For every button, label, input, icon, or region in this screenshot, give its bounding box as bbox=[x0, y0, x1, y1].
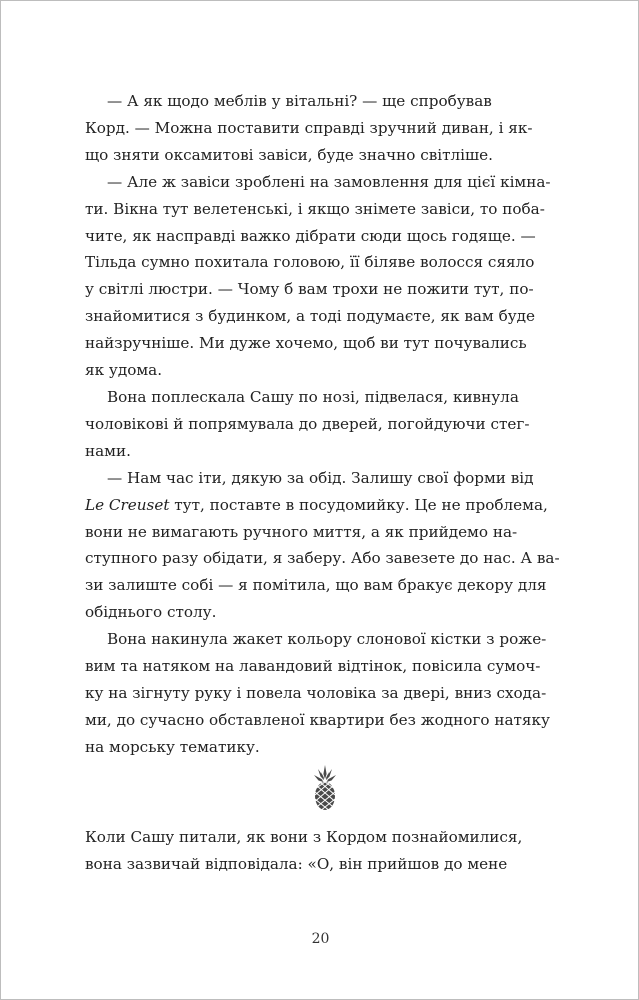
text-line: чоловікові й попрямувала до дверей, погойдуючи стег- bbox=[85, 414, 530, 433]
text-line: Коли Сашу питали, як вони з Кордом познайомилися, bbox=[85, 828, 523, 846]
text-line: ступного разу обідати, я заберу. Або завезете до нас. А ва- bbox=[85, 549, 560, 568]
text-line: у світлі люстри. — Чому б вам трохи не пожити тут, по- bbox=[85, 280, 534, 299]
text-line: ти. Вікна тут велетенські, і якщо знімете завіси, то поба- bbox=[85, 199, 545, 218]
text-line: на морську тематику. bbox=[85, 737, 260, 756]
paragraph bbox=[85, 169, 567, 384]
text-line: обіднього столу. bbox=[85, 603, 217, 622]
text-line: чите, як насправді важко дібрати сюди щось годяще. — bbox=[85, 226, 536, 245]
text-line: Корд. — Можна поставити справді зручний диван, і як- bbox=[85, 118, 533, 137]
text-line: ми, до сучасно обставленої квартири без жодного натяку bbox=[85, 710, 550, 729]
text-fragment: тут, поставте в посудомийку. Це не проблема, bbox=[169, 495, 548, 514]
text-line: знайомитися з будинком, а тоді подумаєте, як вам буде bbox=[85, 307, 535, 326]
text-line: вим та натяком на лавандовий відтінок, повісила сумоч- bbox=[85, 657, 541, 676]
page-number: 20 bbox=[311, 931, 330, 947]
text-line: Вона поплескала Сашу по нозі, підвелася, кивнула bbox=[107, 387, 519, 406]
body-text bbox=[85, 88, 567, 761]
text-line: Тільда сумно похитала головою, її біляве волосся сяяло bbox=[85, 253, 535, 272]
paragraph bbox=[85, 465, 567, 626]
text-line: що зняти оксамитові завіси, буде значно світліше. bbox=[85, 145, 493, 164]
text-line: нами. bbox=[85, 441, 131, 460]
paragraph bbox=[85, 824, 567, 878]
text-line: Вона накинула жакет кольору слонової кістки з роже- bbox=[107, 630, 547, 649]
text-line: найзручніше. Ми дуже хочемо, щоб ви тут почувались bbox=[85, 334, 527, 353]
text-line: вона зазвичай відповідала: «О, він прийшов до мене bbox=[85, 854, 508, 873]
brand-name: Le Creuset bbox=[85, 495, 170, 514]
text-line: — А як щодо меблів у вітальні? — ще спробував bbox=[107, 92, 492, 110]
paragraph bbox=[85, 626, 567, 761]
paragraph bbox=[85, 384, 567, 465]
section-text bbox=[85, 824, 567, 878]
text-line: — Але ж завіси зроблені на замовлення для цієї кімна- bbox=[107, 172, 551, 191]
paragraph bbox=[85, 88, 567, 169]
text-line: як удома. bbox=[85, 361, 163, 380]
text-line: ку на зігнуту руку і повела чоловіка за двері, вниз схода- bbox=[85, 683, 547, 702]
text-line: вони не вимагають ручного миття, а як прийдемо на- bbox=[85, 522, 518, 541]
text-line: зи залиште собі — я помітила, що вам бракує декору для bbox=[85, 576, 547, 595]
text-line: — Нам час іти, дякую за обід. Залишу свої форми від bbox=[107, 468, 534, 487]
pineapple-icon bbox=[311, 765, 339, 813]
